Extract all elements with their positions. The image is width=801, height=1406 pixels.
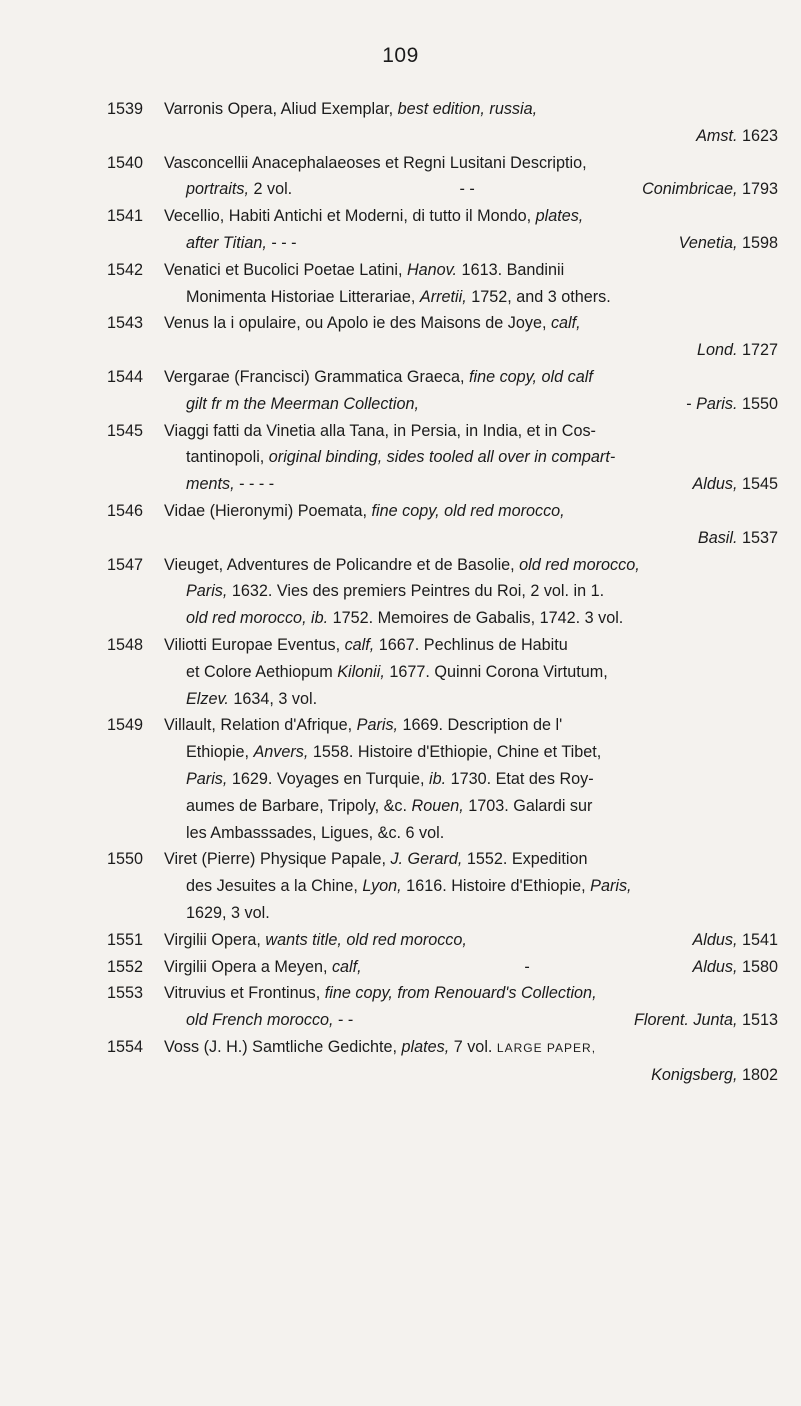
catalogue-list [0, 96, 801, 1088]
entry-line [164, 739, 778, 766]
text-run: - - - [266, 233, 297, 252]
entry-line-segment [164, 954, 362, 981]
entry-line-segment [186, 391, 419, 418]
italic-text: Paris, [186, 582, 228, 601]
italic-text: Hanov. [406, 260, 458, 279]
italic-text: calf, [550, 314, 581, 333]
entry-description [164, 498, 778, 552]
text-run: Vieuget, Adventures de Policandre et de Basolie, [164, 555, 520, 574]
lot-number: 1550 [107, 850, 144, 869]
entry-line-segment [186, 471, 274, 498]
entry-line [164, 578, 778, 605]
entry-line [164, 659, 778, 686]
entry-line [164, 1034, 778, 1062]
lot-number: 1551 [107, 930, 144, 949]
catalogue-entry [0, 632, 801, 712]
lot-number: 1542 [107, 260, 144, 279]
italic-text: ments, [186, 475, 235, 494]
italic-text: ib. [428, 769, 447, 788]
text-run: Virgilii Opera a Meyen, [164, 957, 332, 976]
entry-line [164, 230, 778, 257]
text-run: - [686, 394, 697, 413]
entry-line [164, 418, 778, 445]
text-run: 1632. Vies des premiers Peintres du Roi, 2 vol. in 1. [227, 582, 605, 601]
entry-line-segment [692, 954, 778, 981]
entry-line [164, 873, 778, 900]
italic-text: Basil. [697, 528, 738, 547]
lot-number: 1554 [107, 1037, 144, 1056]
catalogue-entry [0, 203, 801, 257]
italic-text: plates, [401, 1037, 450, 1056]
text-run: Monimenta Historiae Litterariae, [186, 287, 420, 306]
lot-number: 1539 [107, 100, 144, 118]
text-run: 1730. Etat des Roy- [446, 769, 594, 788]
italic-text: fine copy, old calf [468, 367, 593, 386]
text-run: Viliotti Europae Eventus, [164, 635, 345, 654]
entry-description [164, 980, 778, 1034]
italic-text: Conimbricae, [642, 180, 738, 199]
italic-text: Kilonii, [337, 662, 385, 681]
catalogue-entry [0, 498, 801, 552]
italic-text: Lyon, [362, 877, 402, 896]
text-run: Villault, Relation d'Afrique, [164, 716, 357, 735]
catalogue-entry [0, 1034, 801, 1089]
catalogue-entry [0, 846, 801, 926]
text-run: 1545 [737, 475, 778, 494]
entry-description [164, 712, 778, 846]
italic-text: Rouen, [411, 796, 464, 815]
entry-line [164, 793, 778, 820]
entry-line-segment [686, 391, 778, 418]
entry-line [164, 686, 778, 713]
italic-text: fine copy, old red morocco, [371, 501, 565, 520]
entry-line [164, 846, 778, 873]
italic-text: gilt fr m the Meerman Collection, [186, 394, 420, 413]
entry-line [164, 203, 778, 230]
lot-number: 1547 [107, 555, 144, 574]
italic-text: Amst. [696, 126, 738, 145]
entry-line-segment [642, 176, 778, 203]
italic-text: portraits, [186, 180, 249, 199]
text-run: 1677. Quinni Corona Virtutum, [384, 662, 608, 681]
catalogue-entry [0, 552, 801, 632]
italic-text: after Titian, [186, 233, 267, 252]
text-run: - - [459, 180, 475, 199]
entry-description [164, 552, 778, 632]
italic-text: Florent. Junta, [634, 1011, 738, 1030]
entry-description [164, 954, 778, 981]
entry-line-segment [634, 1007, 778, 1034]
entry-line-segment [164, 927, 467, 954]
text-run: 1541 [737, 930, 778, 949]
catalogue-entry [0, 980, 801, 1034]
entry-line [164, 632, 778, 659]
text-run: Varronis Opera, Aliud Exemplar, [164, 100, 398, 118]
lot-number: 1540 [107, 153, 144, 172]
catalogue-entry [0, 150, 801, 204]
text-run: Vergarae (Francisci) Grammatica Graeca, [164, 367, 469, 386]
text-run: 1793 [737, 180, 778, 199]
text-run: 1667. Pechlinus de Habitu [374, 635, 568, 654]
italic-text: fine copy, from Renouard's Collection, [324, 984, 597, 1003]
lot-number: 1548 [107, 635, 144, 654]
entry-line [164, 284, 778, 311]
text-run: 1752, and 3 others. [466, 287, 611, 306]
catalogue-entry [0, 257, 801, 311]
text-run: Ethiopie, [186, 743, 254, 762]
italic-text: Anvers, [253, 743, 309, 762]
italic-text: Venetia, [678, 233, 738, 252]
entry-line [164, 712, 778, 739]
entry-line [164, 176, 778, 203]
entry-line-segment [186, 176, 292, 203]
text-run: 1623 [737, 126, 778, 145]
text-run: Vasconcellii Anacephalaeoses et Regni Lusitani Descriptio, [164, 153, 587, 172]
lot-number: 1543 [107, 314, 144, 333]
italic-text: Paris, [590, 877, 632, 896]
italic-text: plates, [535, 207, 584, 226]
entry-line [164, 552, 778, 579]
entry-line [164, 96, 778, 123]
entry-line-segment [524, 954, 529, 981]
lot-number: 1546 [107, 501, 144, 520]
italic-text: J. Gerard, [390, 850, 463, 869]
entry-line [164, 498, 778, 525]
entry-description [164, 364, 778, 418]
entry-line [164, 954, 778, 981]
text-run: Venatici et Bucolici Poetae Latini, [164, 260, 407, 279]
text-run: 1752. Memoires de Gabalis, 1742. 3 vol. [328, 609, 624, 628]
italic-text: Konigsberg, [651, 1065, 738, 1084]
catalogue-entry [0, 310, 801, 364]
italic-text: Elzev. [186, 689, 229, 708]
entry-description [164, 257, 778, 311]
text-run: 1598 [737, 233, 778, 252]
text-run: des Jesuites a la Chine, [186, 877, 363, 896]
entry-line-segment [186, 1007, 353, 1034]
entry-description [164, 927, 778, 954]
entry-line [164, 364, 778, 391]
entry-line-segment [460, 176, 475, 203]
text-run: - - - - [234, 475, 275, 494]
catalogue-entry [0, 418, 801, 498]
entry-description [164, 1034, 778, 1089]
catalogue-entry [0, 927, 801, 954]
italic-text: wants title, old red morocco, [265, 930, 467, 949]
entry-line-segment [186, 230, 297, 257]
text-run: 1669. Description de l' [398, 716, 563, 735]
text-run: 1552. Expedition [462, 850, 588, 869]
entry-line [164, 391, 778, 418]
text-run: 1613. Bandinii [457, 260, 565, 279]
text-run: Venus la i opulaire, ou Apolo ie des Maisons de Joye, [164, 314, 551, 333]
catalogue-entry [0, 712, 801, 846]
text-run: 1802 [737, 1065, 778, 1084]
entry-line [164, 444, 778, 471]
entry-description [164, 846, 778, 926]
italic-text: original binding, sides tooled all over in compart- [268, 448, 616, 467]
italic-text: calf, [344, 635, 375, 654]
italic-text: old red morocco, [519, 555, 640, 574]
text-run: 1629, 3 vol. [186, 903, 270, 922]
entry-description [164, 203, 778, 257]
italic-text: old red morocco, ib. [186, 609, 329, 628]
italic-text: Aldus, [692, 957, 738, 976]
italic-text: old French morocco, [186, 1011, 334, 1030]
lot-number: 1552 [107, 957, 144, 976]
catalogue-entry [0, 96, 801, 150]
entry-line [164, 310, 778, 337]
page-number: 109 [382, 44, 419, 67]
small-caps-text: LARGE PAPER, [496, 1040, 597, 1055]
entry-line [164, 927, 778, 954]
text-run: - - [333, 1011, 354, 1030]
text-run: Vidae (Hieronymi) Poemata, [164, 501, 372, 520]
text-run: tantinopoli, [186, 448, 269, 467]
italic-text: calf, [331, 957, 362, 976]
entry-description [164, 632, 778, 712]
text-run: Vitruvius et Frontinus, [164, 984, 325, 1003]
text-run: 1629. Voyages en Turquie, [227, 769, 429, 788]
entry-line [164, 525, 778, 552]
italic-text: Paris. [696, 394, 738, 413]
text-run: 1513 [737, 1011, 778, 1030]
text-run: Virgilii Opera, [164, 930, 266, 949]
entry-line [164, 337, 778, 364]
entry-line [164, 980, 778, 1007]
entry-description [164, 150, 778, 204]
lot-number: 1545 [107, 421, 144, 440]
catalogue-entry [0, 364, 801, 418]
text-run: 1580 [737, 957, 778, 976]
lot-number: 1549 [107, 716, 144, 735]
entry-line-segment [692, 927, 778, 954]
italic-text: Arretii, [419, 287, 467, 306]
entry-line [164, 900, 778, 927]
italic-text: Paris, [356, 716, 399, 735]
text-run: 1537 [737, 528, 778, 547]
text-run: Vecellio, Habiti Antichi et Moderni, di tutto il Mondo, [164, 207, 536, 226]
italic-text: Aldus, [692, 475, 738, 494]
text-run: 1727 [737, 341, 778, 360]
text-run: 1550 [737, 394, 778, 413]
catalogue-entry [0, 954, 801, 981]
text-run: Viret (Pierre) Physique Papale, [164, 850, 391, 869]
entry-description [164, 418, 778, 498]
entry-description [164, 96, 778, 150]
text-run: aumes de Barbare, Tripoly, &c. [186, 796, 412, 815]
italic-text: Lond. [696, 341, 738, 360]
italic-text: Paris, [186, 769, 228, 788]
lot-number: 1541 [107, 207, 144, 226]
entry-description [164, 310, 778, 364]
entry-line [164, 123, 778, 150]
text-run: les Ambasssades, Ligues, &c. 6 vol. [186, 823, 445, 842]
entry-line [164, 150, 778, 177]
text-run: et Colore Aethiopum [186, 662, 338, 681]
text-run: 7 vol. [449, 1037, 497, 1056]
entry-line [164, 257, 778, 284]
text-run: - [524, 957, 530, 976]
entry-line [164, 1007, 778, 1034]
entry-line [164, 605, 778, 632]
entry-line [164, 471, 778, 498]
text-run: 2 vol. [248, 180, 293, 199]
entry-line [164, 1062, 778, 1089]
entry-line-segment [692, 471, 778, 498]
text-run: Viaggi fatti da Vinetia alla Tana, in Persia, in India, et in Cos- [164, 421, 596, 440]
lot-number: 1544 [107, 367, 144, 386]
lot-number: 1553 [107, 984, 144, 1003]
entry-line-segment [679, 230, 778, 257]
text-run: Voss (J. H.) Samtliche Gedichte, [164, 1037, 402, 1056]
entry-line [164, 820, 778, 847]
text-run: 1616. Histoire d'Ethiopie, [401, 877, 591, 896]
text-run: 1703. Galardi sur [463, 796, 593, 815]
entry-line [164, 766, 778, 793]
italic-text: best edition, russia, [397, 100, 538, 118]
italic-text: Aldus, [692, 930, 738, 949]
text-run: 1558. Histoire d'Ethiopie, Chine et Tibet, [308, 743, 602, 762]
text-run: 1634, 3 vol. [228, 689, 318, 708]
